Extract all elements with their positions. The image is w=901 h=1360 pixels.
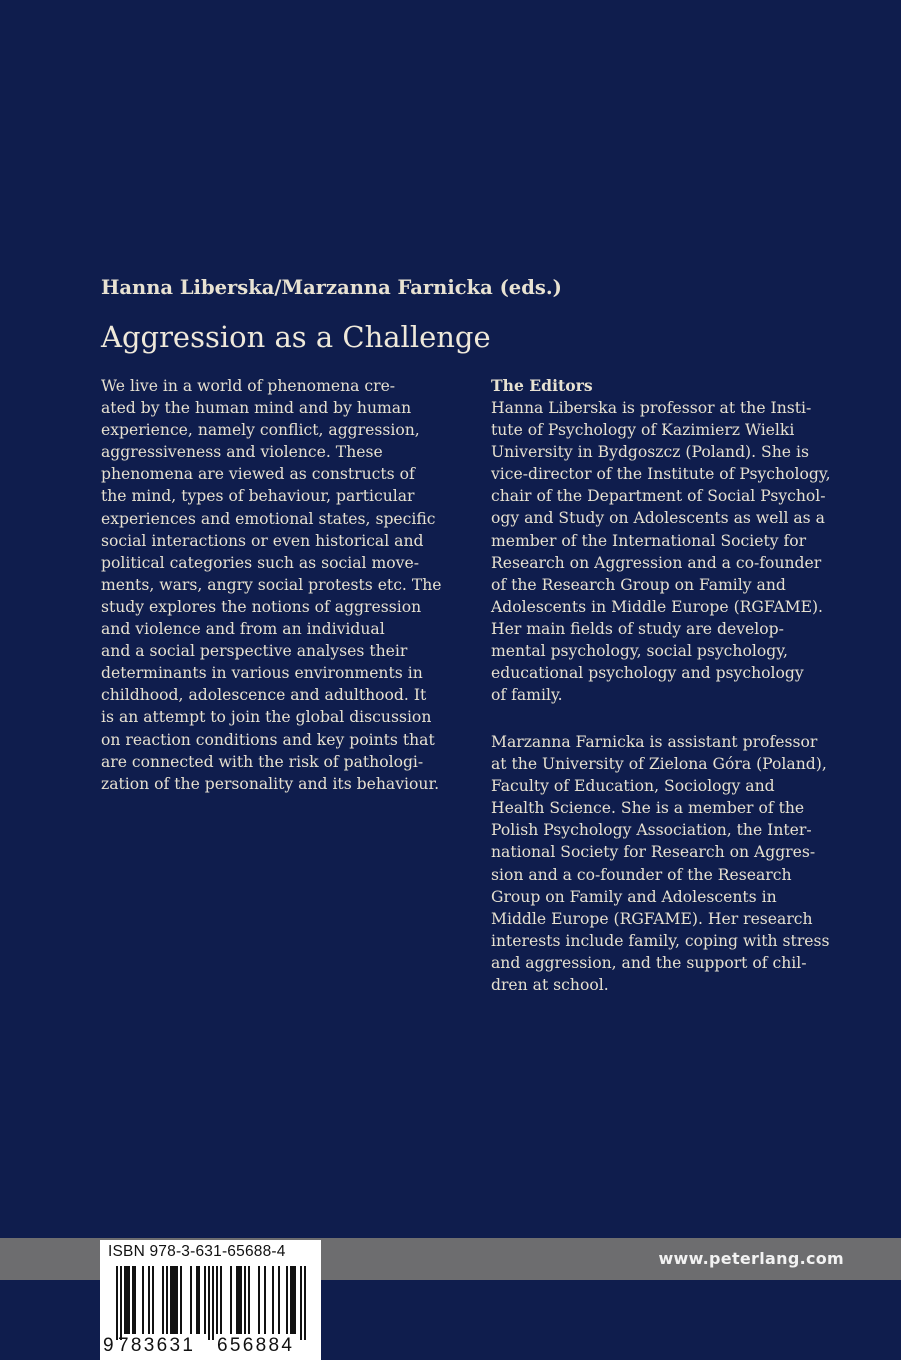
barcode-bar (208, 1266, 210, 1340)
bio-line: interests include family, coping with stress (491, 931, 830, 950)
barcode-bar (212, 1266, 214, 1340)
bio-line: Polish Psychology Association, the Inter- (491, 821, 812, 840)
barcode-bar (230, 1266, 232, 1334)
bio-line: Hanna Liberska is professor at the Insti- (491, 399, 812, 417)
bio-line: Adolescents in Middle Europe (RGFAME). (491, 597, 823, 616)
bio-line: member of the International Society for (491, 531, 807, 550)
bio-line: tute of Psychology of Kazimierz Wielki (491, 421, 795, 440)
barcode-bar (124, 1266, 126, 1334)
barcode-bar (126, 1266, 128, 1334)
barcode-bar (204, 1266, 206, 1334)
blurb-line: We live in a world of phenomena cre- (101, 377, 396, 395)
bio-line: Marzanna Farnicka is assistant professor (491, 733, 818, 751)
bio-line: mental psychology, social psychology, (491, 642, 788, 661)
barcode-bar (176, 1266, 178, 1334)
barcode-bar (116, 1266, 118, 1340)
barcode-bar (128, 1266, 130, 1334)
barcode-bar (216, 1266, 218, 1334)
blurb-line: and a social perspective analyses their (101, 642, 408, 661)
bio-line: of family. (491, 686, 563, 705)
blurb-line: are connected with the risk of pathologi- (101, 752, 424, 771)
bio-line: dren at school. (491, 976, 609, 995)
barcode-bar (290, 1266, 292, 1334)
editors-heading: The Editors (491, 376, 593, 395)
bio-line: Her main fields of study are develop- (491, 619, 784, 638)
bio-line: national Society for Research on Aggres- (491, 843, 816, 862)
blurb-line: the mind, types of behaviour, particular (101, 487, 415, 506)
barcode-bar (272, 1266, 274, 1334)
isbn-barcode (100, 1240, 321, 1360)
bio-line: of the Research Group on Family and (491, 575, 786, 594)
barcode-bar (198, 1266, 200, 1334)
bio-line: Research on Aggression and a co-founder (491, 553, 822, 572)
barcode-bars (100, 1266, 321, 1340)
blurb-line: ated by the human mind and by human (101, 399, 412, 418)
bio-line: ogy and Study on Adolescents as well as a (491, 509, 825, 528)
blurb-line: aggressiveness and violence. These (101, 443, 383, 462)
blurb-line: social interactions or even historical and (101, 531, 424, 550)
bio-line: Health Science. She is a member of the (491, 799, 805, 818)
barcode-bar (264, 1266, 266, 1334)
barcode-bar (132, 1266, 134, 1334)
barcode-bar (170, 1266, 172, 1334)
blurb-line: ments, wars, angry social protests etc. The (101, 575, 442, 594)
blurb-line: determinants in various environments in (101, 664, 423, 683)
barcode-bar (172, 1266, 174, 1334)
barcode-bar (304, 1266, 306, 1340)
blurb-line: experience, namely conflict, aggression, (101, 421, 420, 440)
barcode-bar (220, 1266, 222, 1334)
barcode-bar (166, 1266, 168, 1334)
blurb-line: zation of the personality and its behaviour. (101, 774, 440, 793)
barcode-bar (162, 1266, 164, 1334)
blurb-line: political categories such as social move- (101, 553, 419, 572)
editors-line: Hanna Liberska/Marzanna Farnicka (eds.) (101, 276, 562, 299)
blurb-line: childhood, adolescence and adulthood. It (101, 686, 427, 705)
barcode-bar (300, 1266, 302, 1340)
barcode-digit-first: 9 (103, 1335, 114, 1356)
bio-line: vice-director of the Institute of Psychology, (491, 465, 831, 484)
blurb-line: is an attempt to join the global discussion (101, 708, 432, 727)
barcode-bar (180, 1266, 182, 1334)
bio-line: Group on Family and Adolescents in (491, 887, 777, 906)
barcode-bar (294, 1266, 296, 1334)
editor-bio-farnicka (491, 731, 861, 996)
barcode-bar (148, 1266, 150, 1334)
bio-line: educational psychology and psychology (491, 664, 804, 683)
barcode-bar (240, 1266, 242, 1334)
barcode-bar (190, 1266, 192, 1334)
barcode-digits-left: 783631 (118, 1335, 196, 1356)
bio-line: at the University of Zielona Góra (Poland), (491, 755, 827, 774)
barcode-bar (142, 1266, 144, 1334)
barcode-bar (134, 1266, 136, 1334)
blurb-line: and violence and from an individual (101, 620, 385, 639)
blurb-text (101, 375, 471, 795)
bio-line: sion and a co-founder of the Research (491, 865, 792, 884)
blurb-line: on reaction conditions and key points that (101, 730, 435, 749)
bio-line: and aggression, and the support of chil- (491, 953, 807, 972)
bio-line: University in Bydgoszcz (Poland). She is (491, 443, 809, 462)
barcode-bar (120, 1266, 122, 1340)
isbn-number: ISBN 978-3-631-65688-4 (108, 1243, 286, 1260)
barcode-bar (236, 1266, 238, 1334)
bio-line: Faculty of Education, Sociology and (491, 777, 775, 796)
barcode-digits-right: 656884 (217, 1335, 295, 1356)
barcode-bar (258, 1266, 260, 1334)
barcode-bar (174, 1266, 176, 1334)
publisher-website: www.peterlang.com (658, 1249, 844, 1268)
blurb-line: experiences and emotional states, specific (101, 509, 436, 528)
bio-line: Middle Europe (RGFAME). Her research (491, 909, 813, 928)
barcode-bar (152, 1266, 154, 1334)
barcode-bar (196, 1266, 198, 1334)
blurb-line: phenomena are viewed as constructs of (101, 465, 415, 484)
bio-line: chair of the Department of Social Psychol- (491, 487, 826, 506)
barcode-bar (244, 1266, 246, 1334)
barcode-bar (292, 1266, 294, 1334)
barcode-bar (286, 1266, 288, 1334)
editor-bio-liberska (491, 397, 861, 706)
barcode-bar (238, 1266, 240, 1334)
barcode-bar (248, 1266, 250, 1334)
blurb-line: study explores the notions of aggression (101, 597, 422, 616)
book-title: Aggression as a Challenge (101, 320, 491, 354)
barcode-bar (278, 1266, 280, 1334)
